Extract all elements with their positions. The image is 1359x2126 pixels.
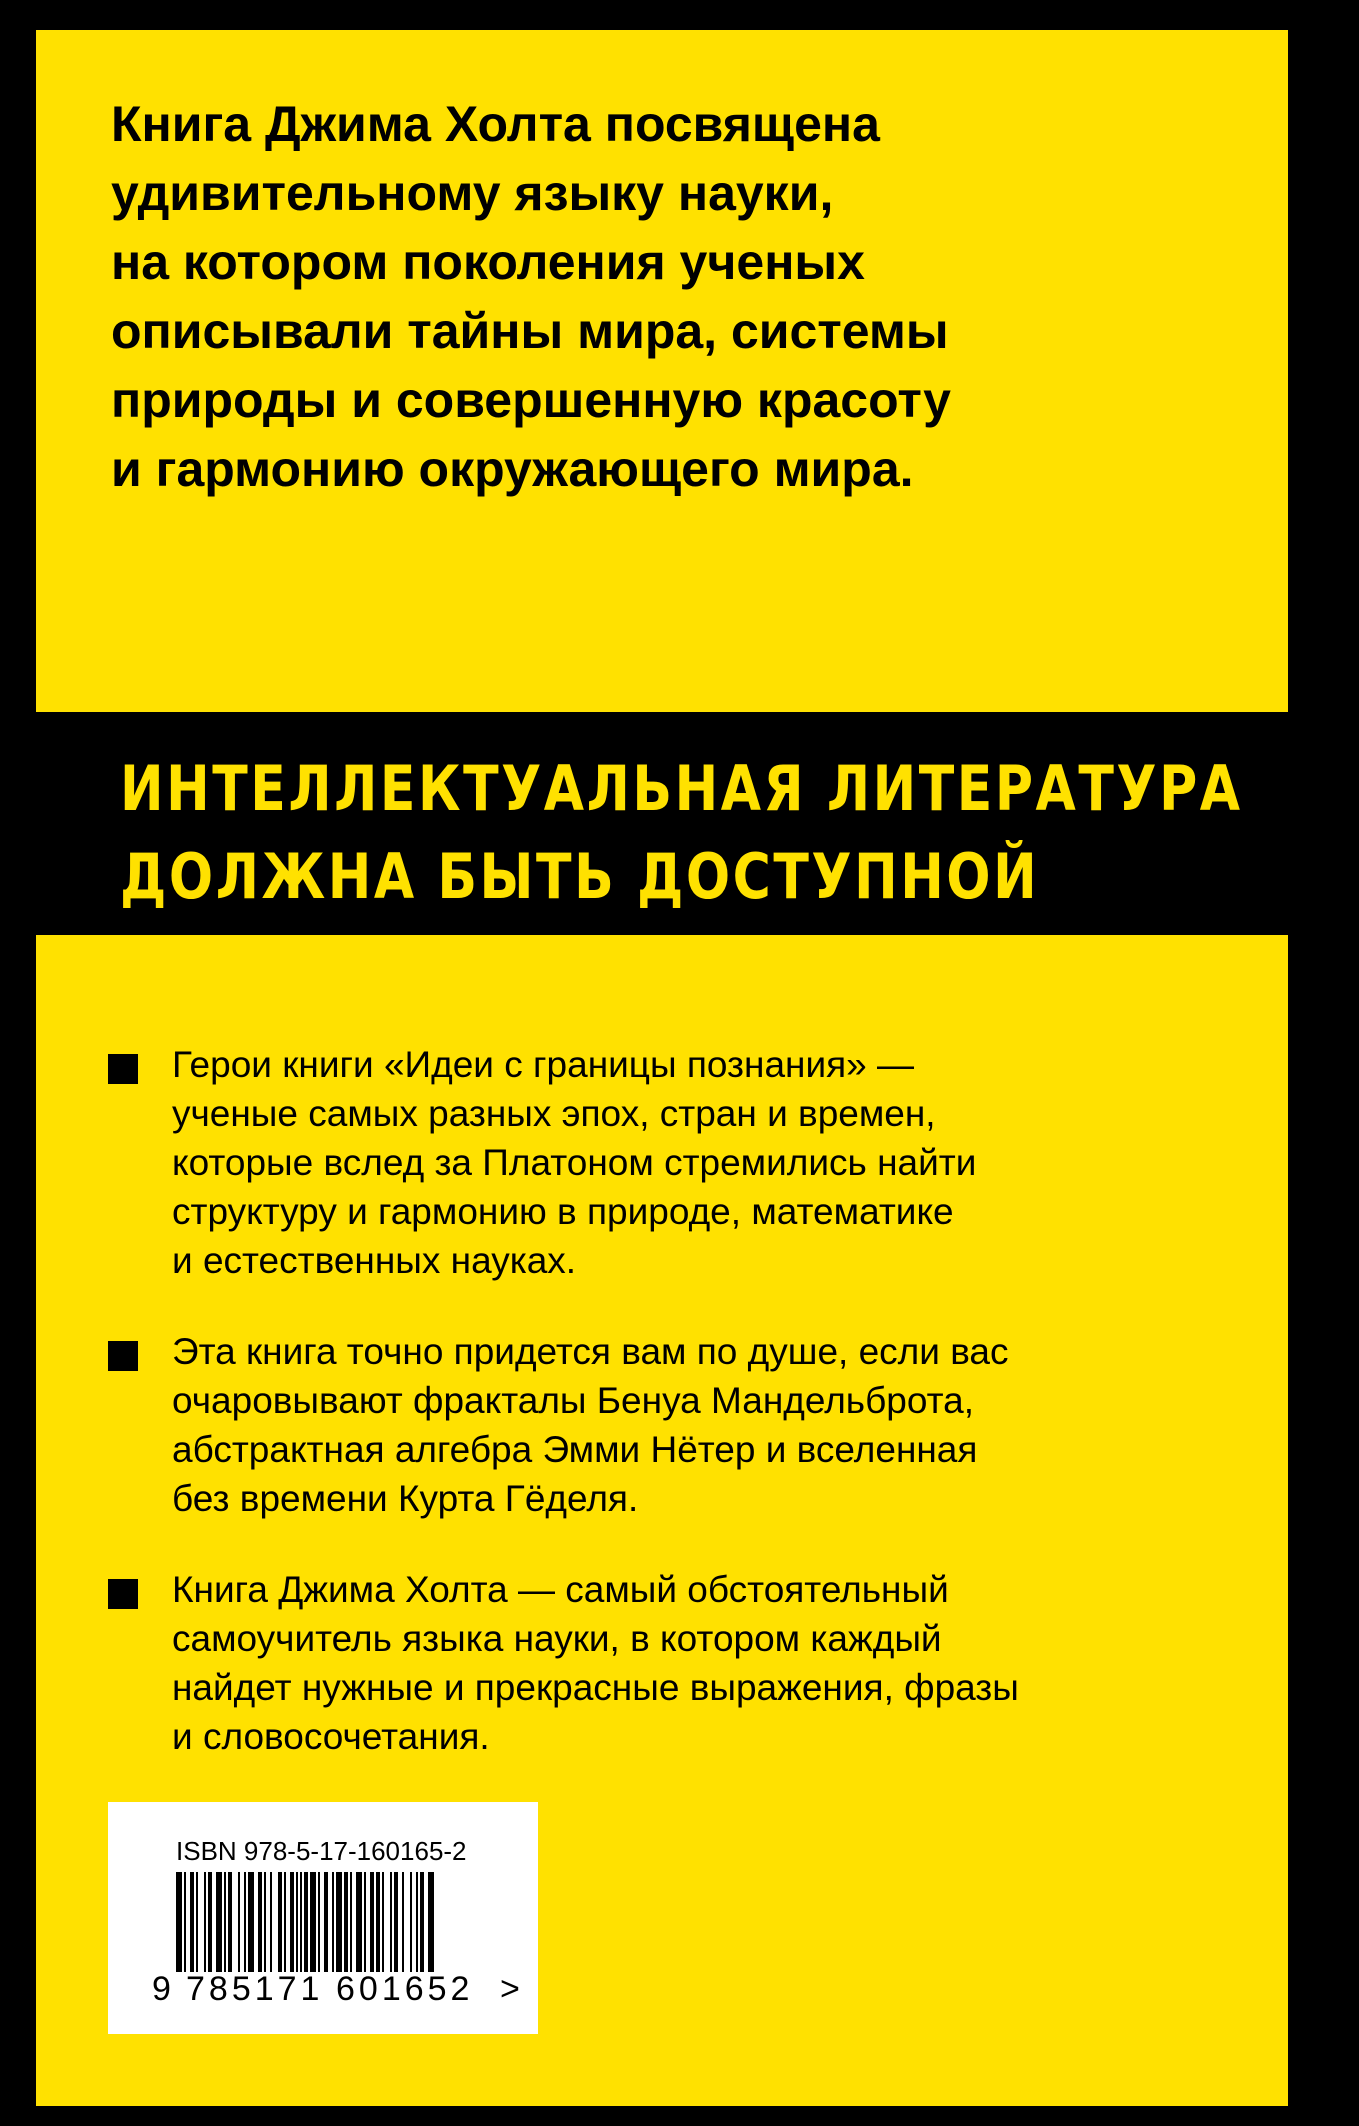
- barcode-bar: [296, 1872, 298, 1972]
- bullet-line: ученые самых разных эпох, стран и времен,: [172, 1093, 936, 1134]
- bullet-line: которые вслед за Платоном стремились найти: [172, 1142, 977, 1183]
- barcode-bar: [176, 1872, 182, 1972]
- barcode-bar: [356, 1872, 362, 1972]
- barcode-bar: [382, 1872, 384, 1972]
- bullet-line: структуру и гармонию в природе, математике: [172, 1191, 954, 1232]
- barcode-bar: [278, 1872, 282, 1972]
- barcode-bar: [324, 1872, 328, 1972]
- barcode-end-mark: >: [500, 1970, 520, 2008]
- barcode-bar: [428, 1872, 434, 1972]
- barcode-bar: [184, 1872, 186, 1972]
- bullet-line: Книга Джима Холта — самый обстоятельный: [172, 1569, 949, 1610]
- barcode-bar: [196, 1872, 198, 1972]
- intro-paragraph: [111, 90, 1261, 504]
- intro-line: на котором поколения ученых: [111, 234, 865, 290]
- barcode-bar: [364, 1872, 366, 1972]
- bullet-line: Эта книга точно придется вам по душе, если вас: [172, 1331, 1009, 1372]
- series-slogan: [120, 745, 1243, 921]
- barcode-bar: [204, 1872, 206, 1972]
- bullet-line: найдет нужные и прекрасные выражения, фразы: [172, 1667, 1019, 1708]
- barcode-digits-right: 601652: [336, 1970, 474, 2008]
- barcode-bar: [300, 1872, 302, 1972]
- barcode-bar: [402, 1872, 404, 1972]
- bullet-line: очаровывают фракталы Бенуа Мандельброта,: [172, 1380, 974, 1421]
- intro-line: природы и совершенную красоту: [111, 372, 951, 428]
- barcode-bar: [332, 1872, 334, 1972]
- bullet-line: и словосочетания.: [172, 1716, 490, 1757]
- bullet-line: самоучитель языка науки, в котором каждый: [172, 1618, 942, 1659]
- square-bullet-icon: [108, 1054, 138, 1084]
- bullet-text: [172, 1565, 1252, 1761]
- intro-line: описывали тайны мира, системы: [111, 303, 949, 359]
- barcode-bar: [336, 1872, 342, 1972]
- barcode-icon: [176, 1872, 476, 1982]
- barcode-bar: [304, 1872, 308, 1972]
- bullet-line: без времени Курта Гёделя.: [172, 1478, 639, 1519]
- slogan-line: ДОЛЖНА БЫТЬ ДОСТУПНОЙ: [120, 840, 1040, 913]
- slogan-line: ИНТЕЛЛЕКТУАЛЬНАЯ ЛИТЕРАТУРА: [120, 752, 1243, 825]
- intro-line: и гармонию окружающего мира.: [111, 441, 914, 497]
- barcode-bar: [420, 1872, 424, 1972]
- barcode-bar: [258, 1872, 262, 1972]
- barcode-bar: [238, 1872, 240, 1972]
- barcode-bar: [244, 1872, 246, 1972]
- isbn-barcode-box: [108, 1802, 538, 2034]
- intro-line: удивительному языку науки,: [111, 165, 834, 221]
- barcode-bar: [344, 1872, 348, 1972]
- barcode-bar: [394, 1872, 398, 1972]
- square-bullet-icon: [108, 1579, 138, 1609]
- barcode-bar: [410, 1872, 412, 1972]
- square-bullet-icon: [108, 1341, 138, 1371]
- bullet-line: Герои книги «Идеи с границы познания» —: [172, 1044, 915, 1085]
- barcode-bar: [224, 1872, 226, 1972]
- barcode-digits-left: 785171: [186, 1970, 324, 2008]
- barcode-bar: [270, 1872, 272, 1972]
- barcode-bar: [248, 1872, 254, 1972]
- bullet-text: [172, 1327, 1252, 1523]
- barcode-bar: [376, 1872, 380, 1972]
- barcode-bar: [310, 1872, 316, 1972]
- barcode-bar: [208, 1872, 212, 1972]
- barcode-bar: [190, 1872, 194, 1972]
- barcode-bar: [284, 1872, 286, 1972]
- barcode-bar: [264, 1872, 266, 1972]
- barcode-bar: [290, 1872, 294, 1972]
- bullet-line: абстрактная алгебра Эмми Нётер и вселенная: [172, 1429, 978, 1470]
- barcode-bar: [216, 1872, 222, 1972]
- barcode-bar: [416, 1872, 418, 1972]
- barcode-bar: [318, 1872, 320, 1972]
- bullet-text: [172, 1040, 1252, 1285]
- isbn-label: ISBN 978-5-17-160165-2: [176, 1836, 467, 1866]
- bullet-line: и естественных науках.: [172, 1240, 577, 1281]
- barcode-bar: [370, 1872, 374, 1972]
- barcode-lead-digit: 9: [152, 1970, 171, 2008]
- intro-line: Книга Джима Холта посвящена: [111, 96, 880, 152]
- top-yellow-panel: [36, 30, 1288, 712]
- barcode-bar: [390, 1872, 392, 1972]
- barcode-bar: [228, 1872, 232, 1972]
- barcode-bar: [350, 1872, 352, 1972]
